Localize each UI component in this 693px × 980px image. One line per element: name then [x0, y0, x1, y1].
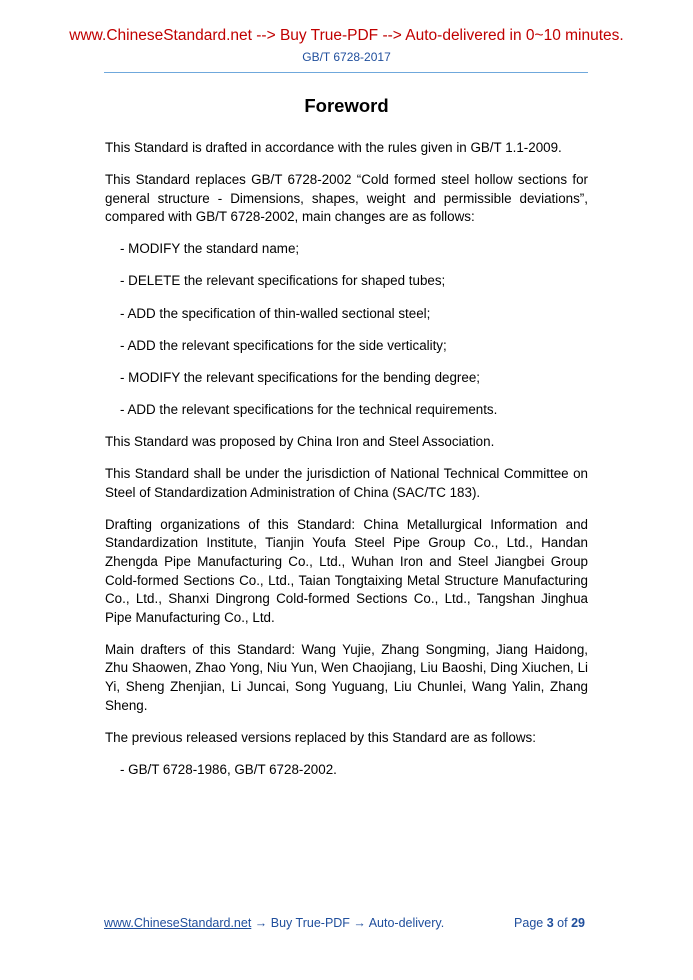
paragraph-proposed-by: This Standard was proposed by China Iron and Steel Association. [105, 433, 495, 449]
page-number: 3 [546, 916, 554, 930]
paragraph-jurisdiction: This Standard shall be under the jurisdiction of National Technical Committee on Steel of Standardization Administration of China (SAC/TC 183). [105, 466, 588, 500]
standard-code: GB/T 6728-2017 [302, 50, 391, 64]
paragraph-previous-versions: The previous released versions replaced by this Standard are as follows: [105, 729, 536, 745]
change-item: - ADD the specification of thin-walled sectional steel; [120, 305, 431, 321]
change-item: - DELETE the relevant specifications for shaped tubes; [120, 273, 446, 289]
page-title: Foreword [304, 95, 389, 116]
foreword-body [105, 139, 588, 793]
footer-site-link[interactable]: www.ChineseStandard.net [104, 916, 252, 930]
change-item: - MODIFY the relevant specifications for the bending degree; [120, 369, 481, 385]
paragraph-main-drafters: Main drafters of this Standard: Wang Yujie, Zhang Songming, Jiang Haidong, Zhu Shaowen, Zhao Yong, Niu Yun, Wen Chaojiang, Liu Baoshi, Ding Xiuchen, Li Yi, Sheng Zhenjian, Li Juncai, Song Yuguang, Liu Chunlei, Wang Yalin, Zhang Sheng. [105, 641, 588, 713]
footer-delivery-text: → Buy True-PDF → Auto-delivery. [251, 916, 445, 930]
header-divider [104, 72, 588, 73]
change-item: - ADD the relevant specifications for the technical requirements. [120, 401, 498, 417]
page-total: 29 [571, 916, 585, 930]
page-indicator: Page 3 of 29 [514, 916, 585, 930]
change-item: - MODIFY the standard name; [120, 241, 300, 257]
paragraph-drafting-organizations: Drafting organizations of this Standard: China Metallurgical Information and Standardization Institute, Tianjin Youfa Steel Pipe Group Co., Ltd., Handan Zhengda Pipe Manufacturing Co., Ltd., Wuhan Iron and Steel Jiangbei Group Cold-formed Sections Co., Ltd., Taian Tongtaixing Metal Structure Manufacturing Co., Ltd., Shanxi Dingrong Cold-formed Sections Co., Ltd., Tangshan Jinghua Pipe Manufacturing Co., Ltd. [105, 516, 588, 625]
paragraph-drafting-rules: This Standard is drafted in accordance with the rules given in GB/T 1.1-2009. [105, 140, 562, 155]
top-banner[interactable]: www.ChineseStandard.net --> Buy True-PDF --> Auto-delivered in 0~10 minutes. [69, 27, 624, 44]
change-item: - ADD the relevant specifications for the side verticality; [120, 337, 447, 353]
paragraph-replaces: This Standard replaces GB/T 6728-2002 “Cold formed steel hollow sections for general structure - Dimensions, shapes, weight and permissible deviations”, compared with GB/T 6728-2002, main changes are as follows: [105, 172, 588, 225]
previous-version-item: - GB/T 6728-1986, GB/T 6728-2002. [120, 761, 337, 777]
page-footer [104, 916, 588, 930]
